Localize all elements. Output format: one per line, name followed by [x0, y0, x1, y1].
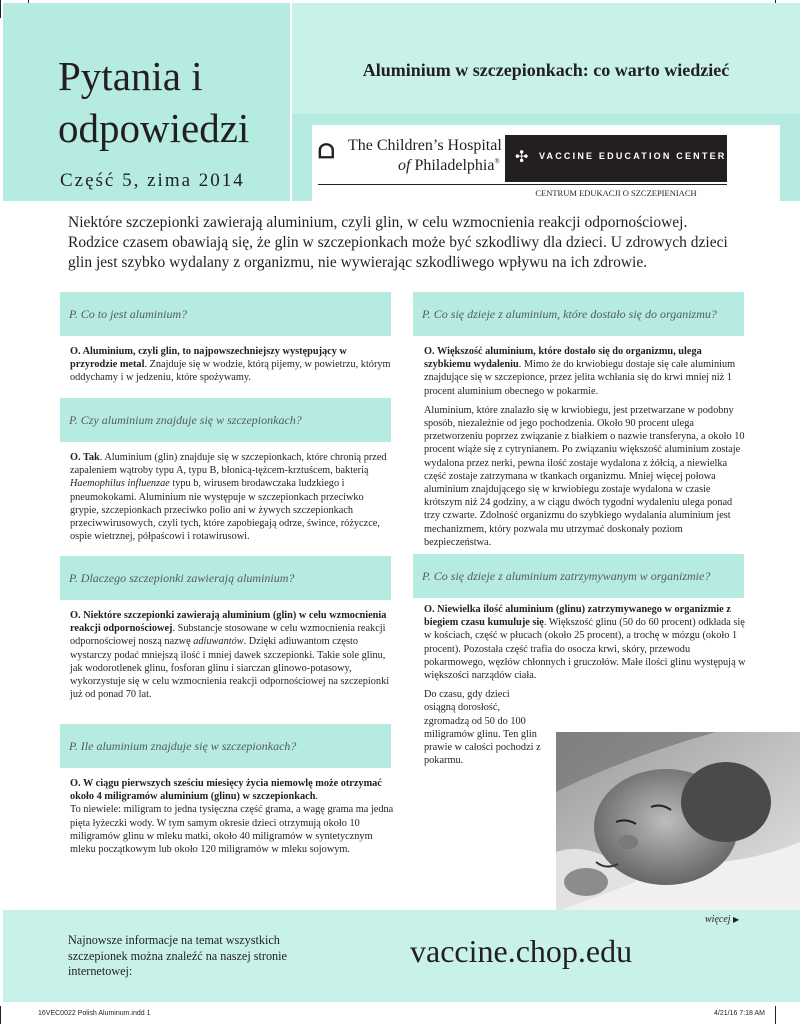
crop-mark: [0, 0, 1, 18]
syringe-emblem-icon: ✣: [515, 147, 529, 166]
chop-name-line2: of Philadelphia®: [398, 157, 500, 174]
question-text: P. Dlaczego szczepionki zawierają aluminium?: [69, 570, 295, 585]
sleeping-baby-illustration: [556, 732, 800, 912]
vec-caption: CENTRUM EDUKACJI O SZCZEPIENIACH: [535, 188, 697, 198]
vec-logo: [505, 135, 727, 182]
chop-logo: [318, 135, 502, 183]
question-text: P. Co się dzieje z aluminium zatrzymywanym w organizmie?: [422, 568, 711, 583]
answer-block: O. Aluminium, czyli glin, to najpowszechniejszy występujący w przyrodzie metal. Znajduje się w wodzie, którą pijemy, w powietrzu, którym oddychamy i w jedzeniu, które spożywamy.: [70, 346, 391, 384]
issue-label: Część 5, zima 2014: [60, 170, 245, 191]
question-box: [413, 554, 744, 598]
header-side-strip: [780, 125, 800, 201]
baby-photo: [556, 732, 800, 912]
page-title: Pytania i odpowiedzi: [58, 53, 250, 151]
question-box: [60, 398, 391, 442]
print-timestamp: 4/21/16 7:18 AM: [714, 1010, 765, 1017]
more-link[interactable]: więcej ▶: [705, 914, 740, 925]
page-subtitle: Aluminium w szczepionkach: co warto wiedzieć: [362, 60, 730, 80]
answer-block: O. W ciągu pierwszych sześciu miesięcy życia niemowlę może otrzymać około 4 miligramów aluminium (glinu) w szczepionkach. To niewiele: miligram to jedna tysięczna część grama, a wagę grama ma jedna pięta łyżeczki wody. W tym samym okresie dzieci otrzymują około 10 miligramów glinu w mleku matki, około 40 miligramów w syntetycznym mleku początkowym lub około 120 miligramów w mleku sojowym.: [70, 778, 394, 856]
crop-mark: [775, 1006, 776, 1024]
question-text: P. Co to jest aluminium?: [69, 306, 188, 321]
chop-emblem-icon: ᗝ: [318, 139, 335, 163]
question-text: P. Ile aluminium znajduje się w szczepionkach?: [69, 738, 297, 753]
question-box: [413, 292, 744, 336]
header-side-strip: [292, 125, 312, 201]
question-text: P. Czy aluminium znajduje się w szczepionkach?: [69, 412, 302, 427]
intro-paragraph: Niektóre szczepionki zawierają aluminium, czyli glin, w celu wzmocnienia reakcji odpornościowej. Rodzice czasem obawiają się, że glin w szczepionkach może być szkodliwy dla dzieci. U zdrowych dzieci glin jest szybko wydalany z organizmu, nie wywierając szkodliwego wpływu na ich zdrowie.: [68, 214, 728, 271]
answer-block: O. Większość aluminium, które dostało się do organizmu, ulega szybkiemu wydaleniu. Mimo że do krwiobiegu dostaje się całe aluminium znajdujące się w szczepionce, przez jelita wchłania się do krwi mniej niż 1 procent aluminium obecnego w pokarmie. Aluminium, które znalazło się w krwiobiegu, jest przetwarzane w podobny sposób, niezależnie od jego pochodzenia. Około 90 procent ulega przetworzeniu poprzez związanie z białkiem o nazwie transferyna, a około 10 procent wiąże się z cytrynianem. Po związaniu większość aluminium zostaje wydalona przez nerki, pewna ilość zostaje wydalona z żółcią, a niewielka część zostaje zatrzymana w tkankach organizmu. Mniej więcej połowa aluminium znajdującego się w krwiobiegu zostaje wydalona w czasie krótszym niż 24 godziny, a w ciągu dwóch tygodni wydaleniu ulega ponad trzy czwarte. Zdolność organizmu do szybkiego wydalania aluminium jest mechanizmem, który pozwala mu utrzymać doskonały poziom bezpieczeństwa.: [424, 346, 745, 548]
question-text: P. Co się dzieje z aluminium, które dostało się do organizmu?: [422, 306, 717, 321]
vec-label: VACCINE EDUCATION CENTER: [539, 151, 727, 161]
website-link[interactable]: vaccine.chop.edu: [410, 933, 633, 969]
question-box: [60, 292, 391, 336]
answer-block: O. Niektóre szczepionki zawierają aluminium (glin) w celu wzmocnienia reakcji odpornościowej. Substancje stosowane w celu wzmocnienia reakcji odpornościowej noszą nazwę adiuwantów. Dzięki adiuwantom często wystarczy podać mniejszą ilość i mniej dawek szczepionki. Takie sole glinu, jak wodorotlenek glinu, fosforan glinu i siarczan glinowo-potasowy, wykorzystuje się w celu wzmocnienia reakcji odpornościowej na szczepionki już od ponad 70 lat.: [70, 610, 390, 701]
answer-block: O. Tak. Aluminium (glin) znajduje się w szczepionkach, które chronią przed zapaleniem wątroby typu A, typu B, błonicą-tężcem-krztuścem, bakterią Haemophilus influenzae typu b, wirusem brodawczaka ludzkiego i pneumokokami. Aluminium nie występuje w szczepionkach przeciwko grypie, szczepionkach przeciwko polio ani w żywych szczepionkach przeciwwirusowych, czyli tych, które zapobiegają odrze, śwince, różyczce, ospie wietrznej, półpaścowi i rotawirusowi.: [70, 452, 387, 543]
header-divider-bar: [292, 114, 800, 125]
question-box: [60, 556, 391, 600]
header-subtitle-panel: [292, 3, 800, 114]
chop-name-line1: The Children’s Hospital: [348, 137, 502, 154]
answer-block: O. Niewielka ilość aluminium (glinu) zatrzymywanego w organizmie z biegiem czasu kumuluje się. Większość glinu (50 do 60 procent) odkłada się w kościach, część w płucach (około 25 procent), a trochę w mózgu (około 1 procent). Pozostała część trafia do osocza krwi, skóry, przewodu pokarmowego, węzłów chłonnych i gruczołów. Małe ilości glinu występują w większości narządów ciała. Do czasu, gdy dzieci osiągną dorosłość, zgromadzą od 50 do 100 miligramów glinu. Ten glin prawie w całości pochodzi z pokarmu.: [424, 604, 746, 767]
logo-rule: [318, 184, 727, 185]
footer-note: Najnowsze informacje na temat wszystkich szczepionek można znaleźć na naszej stronie internetowej:: [68, 933, 287, 978]
question-box: [60, 724, 391, 768]
triangle-right-icon: ▶: [733, 915, 740, 924]
print-slug: 16VEC0022 Polish Aluminum.indd 1: [38, 1010, 151, 1017]
crop-mark: [0, 1006, 1, 1024]
